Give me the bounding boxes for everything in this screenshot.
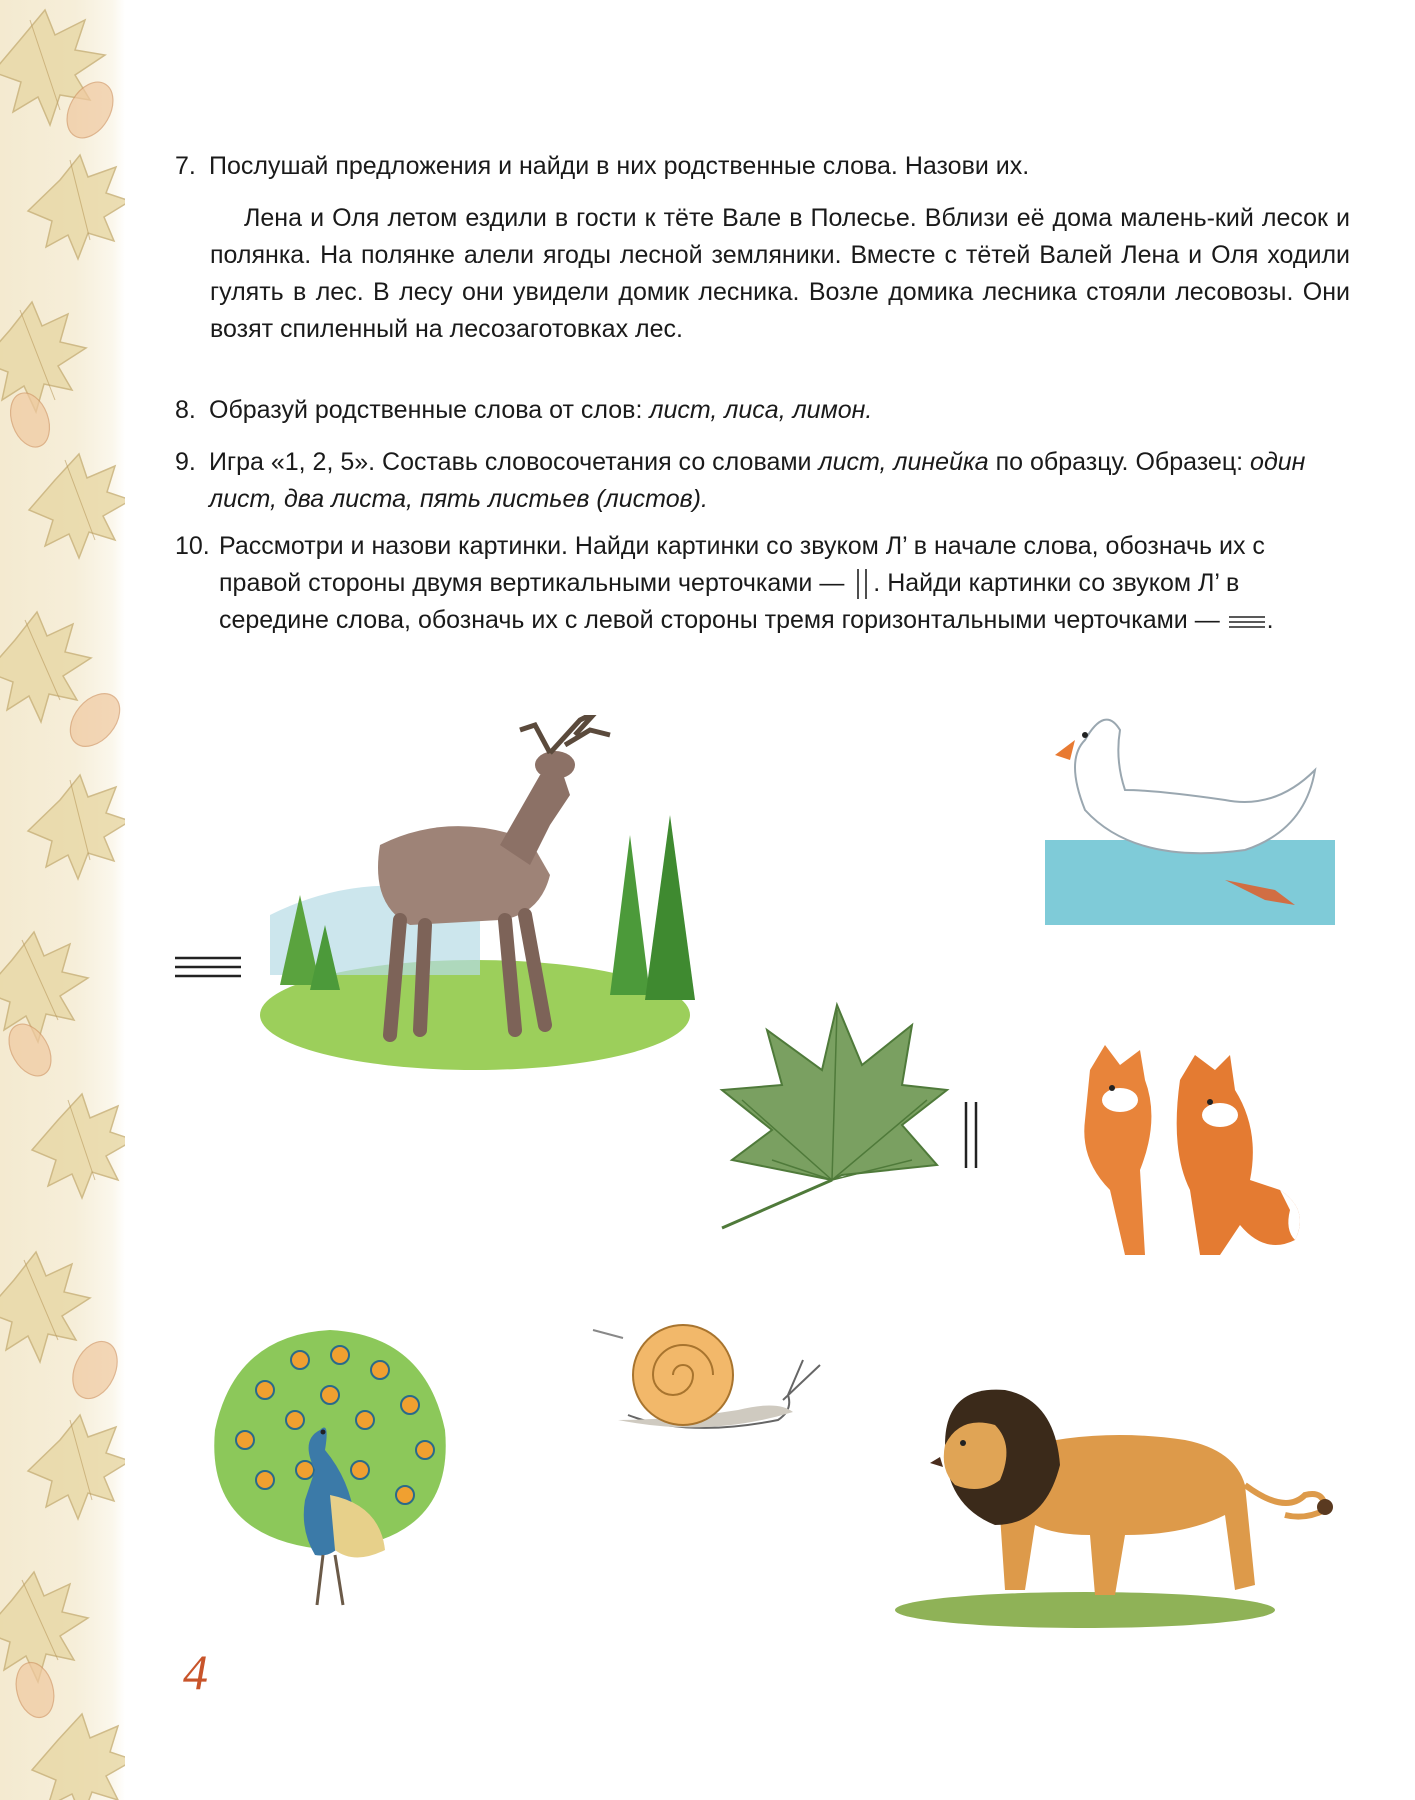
task-7-prompt bbox=[175, 148, 1345, 185]
page-number: 4 bbox=[183, 1644, 208, 1700]
three-horizontal-lines-icon bbox=[173, 952, 243, 982]
task-number: 10. bbox=[175, 532, 210, 560]
task-text-continued: по образцу. Образец: bbox=[995, 448, 1244, 476]
task-text-continued: . Найди картинки со звуком Л’ в середине слова, обозначь их с левой стороны тремя горизонтальными черточками — bbox=[219, 569, 1240, 634]
task-example: один лист, два листа, пять листьев (листов). bbox=[209, 448, 1306, 513]
passage-text: Лена и Оля летом ездили в гости к тёте Вале в Полесье. Вблизи её дома малень-кий лесок и полянка. На полянке алели ягоды лесной земляники. Вместе с тётей Валей Лена и Оля ходили гулять в лес. В лесу они увидели домик лесника. Возле домика лесника стояли лесовозы. Они возят спиленный на лесозаготовках лес. bbox=[210, 204, 1350, 343]
task-text: Рассмотри и назови картинки. Найди картинки со звуком Л’ в начале слова, обозначь их с правой стороны двумя вертикальными черточками — bbox=[219, 532, 1265, 597]
task-text: Игра «1, 2, 5». Составь словосочетания со словами bbox=[209, 448, 812, 476]
three-horizontal-lines-icon bbox=[1227, 609, 1267, 633]
task-number: 7. bbox=[175, 152, 196, 180]
task-10: 10. Рассмотри и назови картинки. Найди картинки со звуком Л’ в начале слова, обозначь их с правой стороны двумя вертикальными черточками — . Найди картинки со звуком Л’ в середине слова, обозначь их с левой стороны тремя горизонтальными черточками — . bbox=[175, 528, 1345, 639]
task-text: Образуй родственные слова от слов: bbox=[209, 396, 643, 424]
deer-picture bbox=[250, 715, 720, 1075]
task-7-passage bbox=[210, 200, 1350, 348]
task-9 bbox=[175, 444, 1345, 518]
autumn-leaves-pattern-icon bbox=[0, 0, 125, 1800]
task-number: 8. bbox=[175, 396, 196, 424]
task-8 bbox=[175, 392, 1345, 429]
two-vertical-lines-icon bbox=[851, 567, 873, 601]
fox-picture bbox=[1050, 1040, 1320, 1275]
task-number: 9. bbox=[175, 448, 196, 476]
leaf-picture bbox=[712, 1000, 952, 1230]
peacock-picture bbox=[205, 1320, 455, 1620]
task-text: Послушай предложения и найди в них родственные слова. Назови их. bbox=[209, 152, 1030, 180]
two-vertical-lines-icon bbox=[960, 1100, 982, 1170]
swan-picture bbox=[1045, 700, 1335, 925]
task-words: лист, лиса, лимон. bbox=[649, 396, 873, 424]
task-words: лист, линейка bbox=[818, 448, 989, 476]
leaf-border-decoration bbox=[0, 0, 125, 1800]
lion-picture bbox=[885, 1385, 1335, 1630]
snail-picture bbox=[588, 1320, 823, 1440]
